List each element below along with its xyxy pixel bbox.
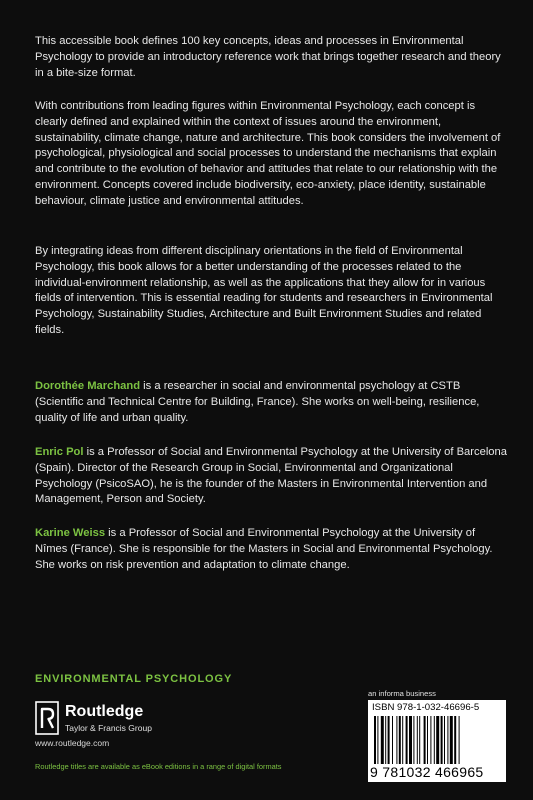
author-bio-2 (35, 445, 507, 508)
author-bio-text: is a Professor of Social and Environmental Psychology at the University of Nîmes (France). She is responsible for the Masters in Social and Environmental Psychology. She works on risk prevention and adaptation to climate change. (35, 527, 493, 571)
publisher-group: Taylor & Francis Group (65, 723, 152, 733)
author-name: Enric Pol (35, 446, 84, 458)
informa-note: an informa business (368, 689, 436, 698)
author-bio-3 (35, 526, 507, 573)
author-bio-text: is a Professor of Social and Environmental Psychology at the University of Barcelona (Spain). Director of the Research Group in Social, Environmental and Organizational Psychology (PsicoSAO), he is the founder of the Masters in Environmental Intervention and Management, Person and Society. (35, 446, 507, 506)
barcode-bars-icon (374, 716, 500, 764)
publisher-logo (35, 701, 205, 735)
routledge-logo-icon (35, 701, 59, 735)
barcode (368, 700, 506, 782)
series-label: ENVIRONMENTAL PSYCHOLOGY (35, 673, 233, 685)
author-name: Dorothée Marchand (35, 380, 141, 392)
blurb-paragraph-3: By integrating ideas from different disciplinary orientations in the field of Environmental Psychology, this book allows for a better understanding of the processes related to the individual-environment relationship, as well as the applications that they allow for in various fields of intervention. This is essential reading for students and researchers in Environmental Psychology, Sustainability Studies, Architecture and Built Environment Studies and related fields. (35, 245, 493, 336)
ebook-note: Routledge titles are available as eBook editions in a range of digital formats (35, 762, 282, 771)
author-bio-1 (35, 379, 507, 426)
publisher-website: www.routledge.com (35, 738, 110, 748)
blurb-paragraph-2: With contributions from leading figures within Environmental Psychology, each concept is clearly defined and explained within the context of issues around the environment, sustainability, climate change, nature and architecture. This book considers the involvement of psychological, physiological and social processes to understand the mechanisms that explain and contribute to the evolution of behavior and attitudes that relate to our relationship with the environment. Concepts covered include biodiversity, eco-anxiety, place identity, sustainable behaviour, climate justice and environmental attitudes. (35, 100, 501, 207)
publisher-name: Routledge (65, 703, 144, 720)
author-name: Karine Weiss (35, 527, 106, 539)
isbn-label: ISBN 978-1-032-46696-5 (372, 702, 480, 713)
isbn-digits: 9 781032 466965 (370, 764, 484, 780)
author-bio-text: is a researcher in social and environmental psychology at CSTB (Scientific and Technical Centre for Building, France). She works on well-being, resilience, quality of life and urban quality. (35, 380, 480, 424)
blurb-paragraph-1: This accessible book defines 100 key concepts, ideas and processes in Environmental Psychology to provide an introductory reference work that brings together research and theory in a bite-size format. (35, 35, 501, 79)
